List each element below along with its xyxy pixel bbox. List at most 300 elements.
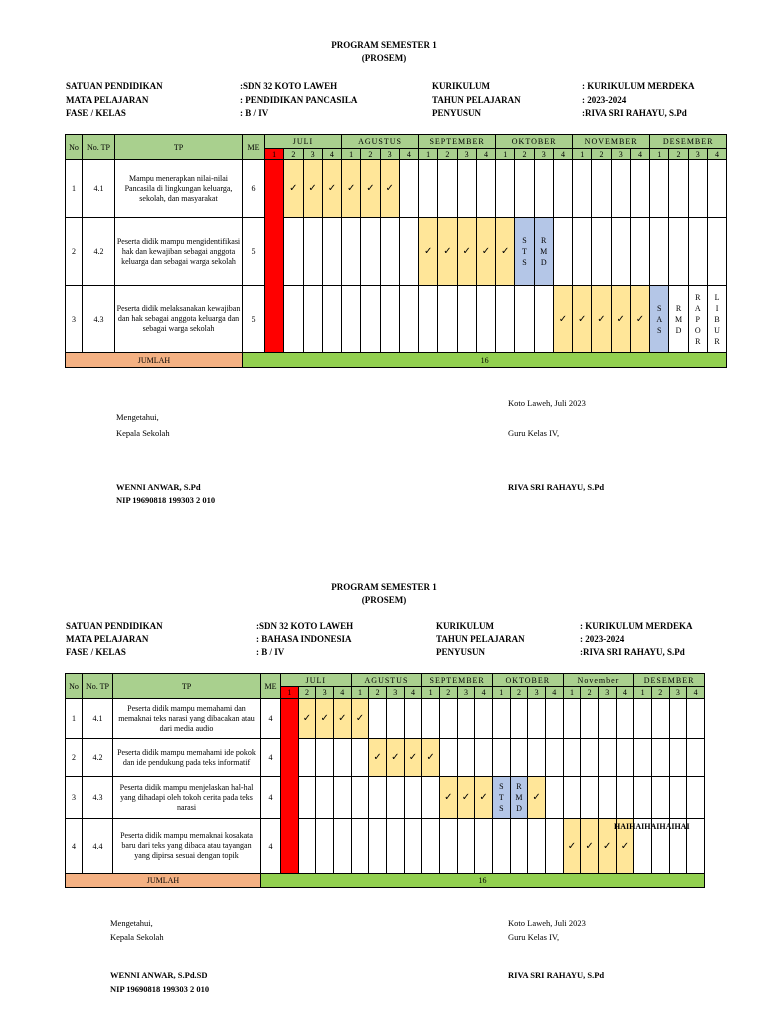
week-header: 1 [342,149,361,160]
month-header: OKTOBER [492,674,563,687]
week-header: 4 [399,149,418,160]
guru-name: RIVA SRI RAHAYU, S.Pd [508,970,605,980]
empty-cell [351,739,369,777]
week-header: 1 [265,149,284,160]
empty-cell [598,777,616,819]
week-header: 3 [303,149,322,160]
month-header: DESEMBER [634,674,705,687]
empty-cell [598,699,616,739]
empty-cell [475,739,493,777]
col-header-tp: TP [115,135,243,160]
row-no: 2 [66,218,83,286]
empty-cell [457,699,475,739]
empty-cell [316,777,334,819]
empty-cell [611,160,630,218]
check-cell [303,160,322,218]
empty-cell [563,777,581,819]
tahun-label: TAHUN PELAJARAN [432,95,521,105]
week-header: 3 [528,687,546,699]
empty-cell [369,699,387,739]
empty-cell [611,218,630,286]
check-cell [553,286,572,353]
check-icon: ✓ [461,792,471,803]
empty-cell [651,699,669,739]
empty-cell [476,160,495,218]
row-me: 4 [261,739,281,777]
row-tp-no: 4.3 [83,286,115,353]
empty-cell [563,739,581,777]
empty-cell [634,699,652,739]
empty-cell [380,218,399,286]
check-cell [496,218,515,286]
empty-cell [545,777,563,819]
fase-value: : B / IV [240,108,269,118]
check-icon: ✓ [501,246,510,257]
jumlah-label: JUMLAH [66,353,243,368]
row-no: 3 [66,777,83,819]
kepsek-name: WENNI ANWAR, S.Pd [116,482,201,492]
row-tp-no: 4.1 [83,160,115,218]
row-tp-description: Peserta didik mampu mengidentifikasi hak dan kewajiban sebagai anggota keluarga dan sebagai warga sekolah [115,218,243,286]
tahun-value: : 2023-2024 [580,634,625,644]
table-row [66,819,705,874]
week-header: 4 [476,149,495,160]
empty-cell [399,218,418,286]
empty-cell [553,160,572,218]
empty-cell [545,739,563,777]
check-icon: ✓ [585,840,594,852]
vertical-label-cell: R A P O R [688,286,707,353]
tahun-label: TAHUN PELAJARAN [436,634,525,644]
week-header: 2 [361,149,380,160]
row-me: 4 [261,699,281,739]
vertical-label-cell: R M D [510,777,528,819]
empty-cell [422,819,440,874]
empty-cell [630,218,649,286]
row-tp-no: 4.1 [83,699,113,739]
month-header: SEPTEMBER [419,135,496,149]
check-cell [457,218,476,286]
week-header: 4 [616,687,634,699]
empty-cell [510,819,528,874]
empty-cell [510,699,528,739]
guru-name: RIVA SRI RAHAYU, S.Pd [508,482,605,492]
row-no: 3 [66,286,83,353]
week-header: 3 [598,687,616,699]
mapel-value: : BAHASA INDONESIA [256,634,352,644]
week-header: 4 [322,149,341,160]
week-header: 4 [707,149,726,160]
red-week-cell [265,160,284,353]
check-cell [298,699,316,739]
empty-cell [399,160,418,218]
empty-cell [369,777,387,819]
empty-cell [634,739,652,777]
empty-cell [333,819,351,874]
row-no: 1 [66,160,83,218]
check-icon: ✓ [567,840,577,852]
week-header: 1 [496,149,515,160]
check-cell [457,777,475,819]
kurikulum-value: : KURIKULUM MERDEKA [582,81,695,91]
empty-cell [439,699,457,739]
check-cell [322,160,341,218]
week-header: 3 [669,687,687,699]
check-icon: ✓ [373,752,382,763]
check-cell [419,218,438,286]
guru-label: Guru Kelas IV, [508,428,560,438]
empty-cell [563,699,581,739]
check-icon: ✓ [426,752,435,763]
empty-cell [361,286,380,353]
penyusun-label: PENYUSUN [432,108,482,118]
empty-cell [573,218,592,286]
empty-cell [322,218,341,286]
row-tp-description: Peserta didik mampu memahami ide pokok dan ide pendukung pada teks informatif [113,739,261,777]
empty-cell [333,777,351,819]
week-header: 1 [573,149,592,160]
empty-cell [669,160,688,218]
empty-cell [669,739,687,777]
empty-cell [616,777,634,819]
empty-cell [438,286,457,353]
empty-cell [553,218,572,286]
month-header: JULI [265,135,342,149]
empty-cell [492,819,510,874]
check-cell [611,286,630,353]
row-tp-description: Peserta didik mampu memaknai kosakata baru dari teks yang dibaca atau tayangan yang dipirsa sesuai dengan topik [113,819,261,874]
check-cell [573,286,592,353]
week-header: 3 [316,687,334,699]
row-tp-description: Peserta didik melaksanakan kewajiban dan hak sebagai anggota keluarga dan sebagai warga sekolah [115,286,243,353]
check-icon: ✓ [289,183,298,194]
empty-cell [404,819,422,874]
empty-cell [322,286,341,353]
check-icon: ✓ [616,313,625,325]
kepsek-label: Kepala Sekolah [110,932,164,942]
empty-cell [669,699,687,739]
empty-cell [687,777,705,819]
check-icon: ✓ [385,183,394,194]
empty-cell [687,699,705,739]
guru-label: Guru Kelas IV, [508,932,560,942]
week-header: 4 [475,687,493,699]
week-header: 1 [281,687,299,699]
empty-cell [492,699,510,739]
empty-cell [573,160,592,218]
week-header: 3 [380,149,399,160]
empty-cell [545,819,563,874]
place-date: Koto Laweh, Juli 2023 [508,918,586,928]
check-cell [563,819,581,874]
empty-cell [386,819,404,874]
empty-cell [669,218,688,286]
check-icon: ✓ [366,183,375,194]
empty-cell [616,699,634,739]
row-tp-no: 4.3 [83,777,113,819]
empty-cell [528,699,546,739]
empty-cell [298,739,316,777]
mapel-label: MATA PELAJARAN [66,634,149,644]
red-week-cell [281,699,299,874]
empty-cell [422,699,440,739]
satuan-label: SATUAN PENDIDIKAN [66,81,163,91]
col-header-no-tp: No. TP [83,674,113,699]
vertical-label-cell: S T S [515,218,534,286]
empty-cell [475,819,493,874]
month-header: AGUSTUS [342,135,419,149]
table-row [66,739,705,777]
row-tp-no: 4.2 [83,218,115,286]
empty-cell [534,160,553,218]
check-icon: ✓ [620,840,630,852]
empty-cell [342,286,361,353]
mapel-label: MATA PELAJARAN [66,95,149,105]
empty-cell [592,160,611,218]
check-icon: ✓ [327,183,337,194]
empty-cell [439,819,457,874]
kepsek-name: WENNI ANWAR, S.Pd.SD [110,970,208,980]
mengetahui-text: Mengetahui, [116,412,159,422]
empty-cell [650,218,669,286]
col-header-no: No [66,674,83,699]
check-cell [351,699,369,739]
vertical-label-cell: R M D [534,218,553,286]
col-header-me: ME [261,674,281,699]
empty-cell [651,739,669,777]
table-row [66,160,727,218]
kepsek-nip: NIP 19690818 199303 2 010 [110,984,210,994]
check-icon: ✓ [635,313,645,325]
empty-cell [303,218,322,286]
penyusun-label: PENYUSUN [436,647,486,657]
check-cell [284,160,303,218]
empty-cell [707,160,726,218]
table-row [66,286,727,353]
row-no: 1 [66,699,83,739]
empty-cell [534,286,553,353]
jumlah-value: 16 [243,353,727,368]
empty-cell [592,218,611,286]
check-icon: ✓ [308,183,317,194]
empty-cell [316,819,334,874]
week-header: 2 [298,687,316,699]
empty-cell [284,286,303,353]
week-header: 3 [611,149,630,160]
check-cell [475,777,493,819]
empty-cell [581,777,599,819]
empty-cell [404,699,422,739]
jumlah-value: 16 [261,874,705,888]
empty-cell [457,286,476,353]
empty-cell [361,218,380,286]
empty-cell [351,777,369,819]
month-header: NOVEMBER [573,135,650,149]
empty-cell [404,777,422,819]
check-icon: ✓ [603,840,612,852]
week-header: 2 [439,687,457,699]
week-header: 2 [369,687,387,699]
week-header: 2 [510,687,528,699]
week-header: 2 [669,149,688,160]
empty-cell [419,160,438,218]
jumlah-label: JUMLAH [66,874,261,888]
check-icon: ✓ [302,713,312,724]
row-no: 4 [66,819,83,874]
satuan-label: SATUAN PENDIDIKAN [66,621,163,631]
kepsek-nip: NIP 19690818 199303 2 010 [116,495,216,505]
row-tp-description: Peserta didik mampu memahami dan memaknai teks narasi yang dibacakan atau dari media audio [113,699,261,739]
fase-label: FASE / KELAS [66,108,126,118]
week-header: 3 [457,687,475,699]
check-icon: ✓ [481,246,491,257]
week-header: 2 [515,149,534,160]
empty-cell [439,739,457,777]
check-cell [528,777,546,819]
doc-subtitle: (PROSEM) [361,53,407,63]
empty-cell [528,819,546,874]
check-icon: ✓ [462,246,471,257]
vertical-label-cell: R M D [669,286,688,353]
overflow-text: HAIHAIHAIHAIHAI [614,822,690,831]
kepsek-label: Kepala Sekolah [116,428,170,438]
month-header: DESEMBER [650,135,727,149]
table-row [66,699,705,739]
check-cell [361,160,380,218]
check-cell [369,739,387,777]
empty-cell [496,160,515,218]
fase-label: FASE / KELAS [66,647,126,657]
check-icon: ✓ [597,313,606,325]
empty-cell [422,777,440,819]
check-cell [439,777,457,819]
check-icon: ✓ [444,792,453,803]
empty-cell [457,819,475,874]
check-icon: ✓ [338,713,347,724]
week-header: 1 [351,687,369,699]
check-icon: ✓ [355,713,365,724]
week-header: 1 [419,149,438,160]
week-header: 4 [333,687,351,699]
row-me: 4 [261,819,281,874]
week-header: 2 [438,149,457,160]
prosem-table [65,673,705,888]
row-no: 2 [66,739,83,777]
check-icon: ✓ [408,752,418,763]
week-header: 3 [534,149,553,160]
empty-cell [669,777,687,819]
month-header: JULI [281,674,352,687]
kurikulum-value: : KURIKULUM MERDEKA [580,621,693,631]
empty-cell [399,286,418,353]
empty-cell [581,739,599,777]
empty-cell [386,699,404,739]
empty-cell [634,777,652,819]
row-me: 5 [243,218,265,286]
check-icon: ✓ [346,183,356,194]
doc-title: PROGRAM SEMESTER 1 [331,40,437,50]
empty-cell [342,218,361,286]
week-header: 1 [563,687,581,699]
kurikulum-label: KURIKULUM [432,81,490,91]
penyusun-value: :RIVA SRI RAHAYU, S.Pd [582,108,687,118]
empty-cell [515,286,534,353]
month-header: OKTOBER [496,135,573,149]
week-header: 1 [650,149,669,160]
mengetahui-text: Mengetahui, [110,918,153,928]
empty-cell [419,286,438,353]
empty-cell [630,160,649,218]
empty-cell [496,286,515,353]
empty-cell [687,739,705,777]
row-me: 5 [243,286,265,353]
row-me: 4 [261,777,281,819]
check-cell [422,739,440,777]
check-cell [316,699,334,739]
empty-cell [476,286,495,353]
place-date: Koto Laweh, Juli 2023 [508,398,586,408]
check-cell [581,819,599,874]
empty-cell [284,218,303,286]
week-header: 2 [651,687,669,699]
check-icon: ✓ [320,713,329,724]
week-header: 3 [386,687,404,699]
week-header: 1 [634,687,652,699]
check-icon: ✓ [423,246,433,257]
empty-cell [528,739,546,777]
week-header: 4 [553,149,572,160]
week-header: 2 [592,149,611,160]
empty-cell [369,819,387,874]
doc-subtitle: (PROSEM) [361,595,407,605]
satuan-value: :SDN 32 KOTO LAWEH [240,81,338,91]
empty-cell [316,739,334,777]
month-header: November [563,674,634,687]
empty-cell [457,739,475,777]
check-icon: ✓ [578,313,587,325]
week-header: 3 [457,149,476,160]
empty-cell [303,286,322,353]
col-header-no: No [66,135,83,160]
check-icon: ✓ [558,313,568,325]
empty-cell [650,160,669,218]
empty-cell [510,739,528,777]
tahun-value: : 2023-2024 [582,95,627,105]
empty-cell [581,699,599,739]
empty-cell [616,739,634,777]
table-row [66,777,705,819]
week-header: 4 [545,687,563,699]
empty-cell [598,739,616,777]
empty-cell [707,218,726,286]
table-row [66,218,727,286]
row-tp-description: Peserta didik mampu menjelaskan hal-hal yang dihadapi oleh tokoh cerita pada teks narasi [113,777,261,819]
month-header: SEPTEMBER [422,674,493,687]
vertical-label-cell: S A S [650,286,669,353]
check-cell [592,286,611,353]
row-tp-no: 4.2 [83,739,113,777]
col-header-me: ME [243,135,265,160]
prosem-table [65,134,727,368]
mapel-value: : PENDIDIKAN PANCASILA [240,95,358,105]
week-header: 2 [284,149,303,160]
empty-cell [333,739,351,777]
empty-cell [651,777,669,819]
empty-cell [386,777,404,819]
row-me: 6 [243,160,265,218]
col-header-no-tp: No. TP [83,135,115,160]
check-cell [404,739,422,777]
